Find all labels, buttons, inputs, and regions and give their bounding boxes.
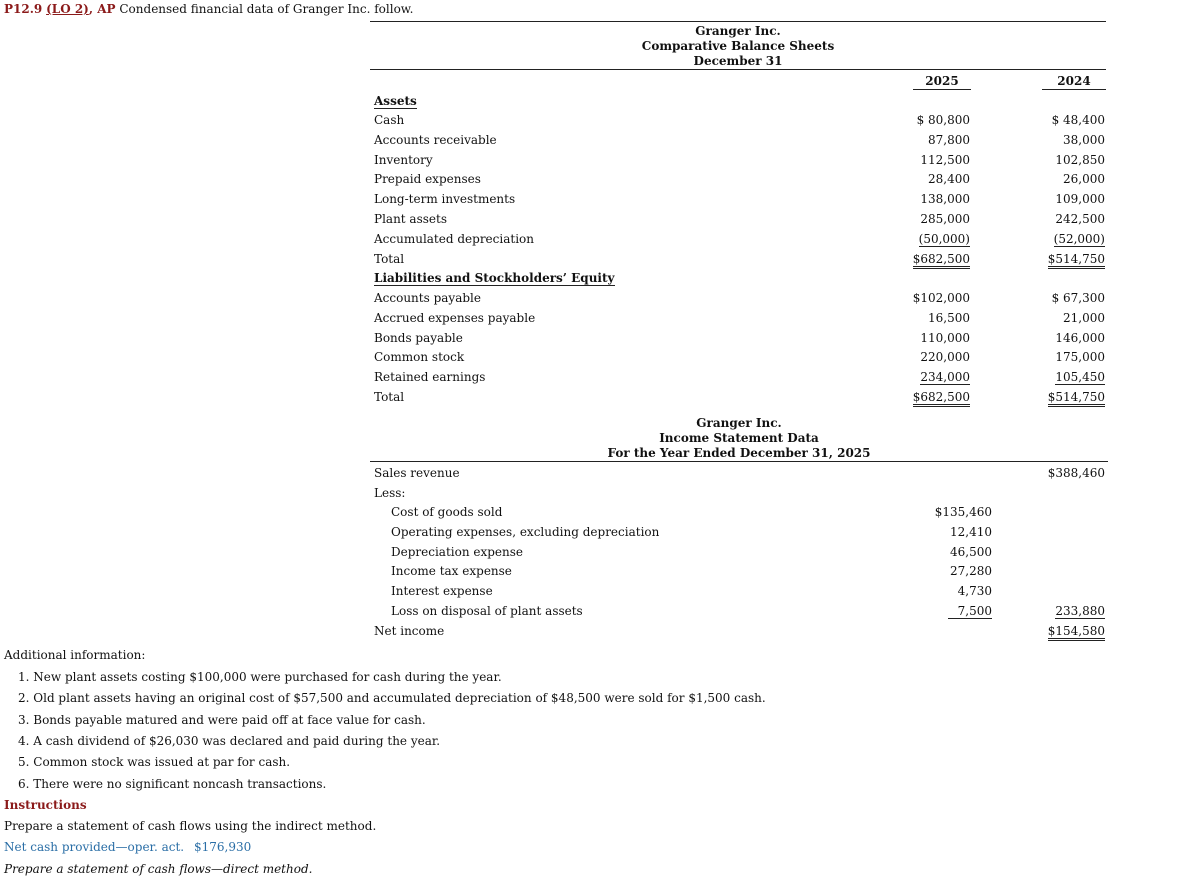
net-income-value: $154,580 <box>1030 624 1105 638</box>
income-statement-period: For the Year Ended December 31, 2025 <box>607 446 871 460</box>
expense-row-label: Interest expense <box>391 584 493 598</box>
additional-info-item: 5. Common stock was issued at par for cash. <box>18 755 291 769</box>
answer-value: $176,930 <box>194 840 252 854</box>
liability-row-2025: $102,000 <box>912 291 970 305</box>
asset-row-2025: $ 80,800 <box>916 113 970 127</box>
expense-row-label: Cost of goods sold <box>391 505 503 519</box>
income-statement-title: Income Statement Data <box>659 431 819 445</box>
problem-number: P12.9 <box>4 2 43 16</box>
liability-row-label: Accrued expenses payable <box>374 311 536 325</box>
asset-row-2025: $682,500 <box>900 252 970 266</box>
asset-row-label: Total <box>374 252 405 266</box>
liability-row-label: Total <box>374 390 405 404</box>
less-label: Less: <box>374 486 406 500</box>
assets-heading: Assets <box>374 94 417 108</box>
liability-row-label: Common stock <box>374 350 465 364</box>
asset-row-label: Inventory <box>374 153 433 167</box>
asset-row-2025: 138,000 <box>920 192 970 206</box>
liability-row-2024: 21,000 <box>1063 311 1105 325</box>
answer-label: Net cash provided—oper. act. <box>4 840 185 854</box>
asset-row-2024: 102,850 <box>1055 153 1105 167</box>
liability-row-2025: 220,000 <box>920 350 970 364</box>
net-income-label: Net income <box>374 624 445 638</box>
asset-row-2024: $514,750 <box>1030 252 1105 266</box>
additional-info-item: 2. Old plant assets having an original cost of $57,500 and accumulated depreciation of $48,500 were sold for $1,500 cash. <box>18 691 766 705</box>
direct-method-text: Prepare a statement of cash flows—direct method. <box>4 862 313 876</box>
asset-row-2024: 38,000 <box>1063 133 1105 147</box>
income-statement-header-rule <box>370 461 1108 462</box>
asset-row-label: Long-term investments <box>374 192 516 206</box>
sales-revenue-value: $388,460 <box>1047 466 1105 480</box>
asset-row-label: Cash <box>374 113 405 127</box>
expense-row-label: Loss on disposal of plant assets <box>391 604 583 618</box>
liability-row-2025: 234,000 <box>920 370 970 384</box>
column-2024: 2024 <box>1042 74 1106 90</box>
problem-intro: Condensed financial data of Granger Inc. follow. <box>115 2 414 16</box>
expense-row-label: Depreciation expense <box>391 545 524 559</box>
instructions-text: Prepare a statement of cash flows using the indirect method. <box>4 819 377 833</box>
asset-row-2025: 28,400 <box>928 172 970 186</box>
expense-row-value: 12,410 <box>950 525 992 539</box>
additional-info-item: 1. New plant assets costing $100,000 were purchased for cash during the year. <box>18 670 502 684</box>
instructions-heading: Instructions <box>4 798 87 812</box>
expense-row-value: $135,460 <box>934 505 992 519</box>
learning-objective-link[interactable]: (LO 2) <box>46 2 89 16</box>
expense-row-value: 27,280 <box>950 564 992 578</box>
liability-row-2024: $514,750 <box>1030 390 1105 404</box>
liability-row-2024: $ 67,300 <box>1051 291 1105 305</box>
liability-row-label: Bonds payable <box>374 331 463 345</box>
liability-row-2025: 16,500 <box>928 311 970 325</box>
expense-row-label: Income tax expense <box>391 564 512 578</box>
balance-sheet-top-rule <box>370 21 1106 22</box>
liability-row-2025: $682,500 <box>900 390 970 404</box>
expense-row-value: 7,500 <box>920 604 992 619</box>
sales-revenue-label: Sales revenue <box>374 466 460 480</box>
total-expenses-value: 233,880 <box>1055 604 1105 618</box>
balance-sheet-header <box>370 24 1106 69</box>
balance-sheet-header-rule <box>370 69 1106 70</box>
balance-sheet-title: Comparative Balance Sheets <box>641 39 835 53</box>
asset-row-2024: 109,000 <box>1055 192 1105 206</box>
problem-type: , AP <box>88 2 116 16</box>
liability-row-2024: 146,000 <box>1055 331 1105 345</box>
asset-row-label: Prepaid expenses <box>374 172 481 186</box>
asset-row-label: Plant assets <box>374 212 447 226</box>
expense-row-label: Operating expenses, excluding depreciation <box>391 525 660 539</box>
additional-info-item: 4. A cash dividend of $26,030 was declared and paid during the year. <box>18 734 441 748</box>
asset-row-label: Accounts receivable <box>374 133 497 147</box>
balance-sheet-date: December 31 <box>693 54 783 68</box>
asset-row-2024: $ 48,400 <box>1051 113 1105 127</box>
additional-info-item: 3. Bonds payable matured and were paid off at face value for cash. <box>18 713 426 727</box>
asset-row-2024: (52,000) <box>1053 232 1105 246</box>
expense-row-value: 46,500 <box>950 545 992 559</box>
income-statement-header <box>370 416 1108 461</box>
liability-row-2024: 175,000 <box>1055 350 1105 364</box>
asset-row-2025: 285,000 <box>920 212 970 226</box>
asset-row-2025: 112,500 <box>920 153 970 167</box>
balance-sheet-company: Granger Inc. <box>695 24 781 38</box>
liabilities-heading: Liabilities and Stockholders’ Equity <box>374 271 615 285</box>
liability-row-label: Retained earnings <box>374 370 486 384</box>
asset-row-2025: 87,800 <box>928 133 970 147</box>
additional-info-heading: Additional information: <box>4 648 146 662</box>
column-2025: 2025 <box>913 74 971 90</box>
liability-row-2025: 110,000 <box>920 331 970 345</box>
asset-row-2024: 242,500 <box>1055 212 1105 226</box>
liability-row-label: Accounts payable <box>374 291 481 305</box>
liability-row-2024: 105,450 <box>1055 370 1105 384</box>
problem-title <box>4 2 413 16</box>
expense-row-value: 4,730 <box>957 584 992 598</box>
asset-row-label: Accumulated depreciation <box>374 232 534 246</box>
asset-row-2024: 26,000 <box>1063 172 1105 186</box>
asset-row-2025: (50,000) <box>918 232 970 246</box>
income-statement-company: Granger Inc. <box>696 416 782 430</box>
additional-info-item: 6. There were no significant noncash transactions. <box>18 777 327 791</box>
